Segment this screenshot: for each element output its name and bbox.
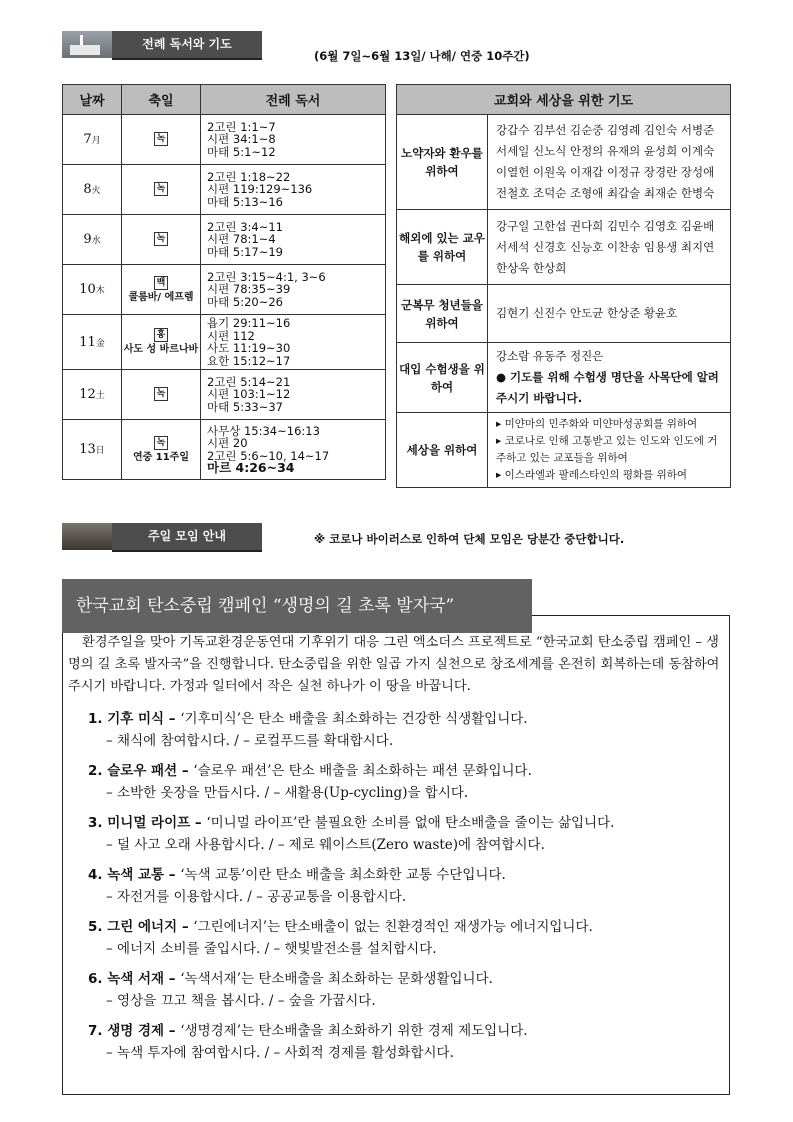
reading-line: 2고린 1:18~22 [207,169,291,184]
prayer-names [488,413,731,488]
weekday: 土 [95,391,105,401]
date-cell [63,215,122,265]
liturgical-color-badge: 녹 [154,132,168,146]
prayer-topic: 대입 수험생을 위하여 [397,343,488,413]
prayer-table [396,84,731,488]
meeting-photo [62,523,112,550]
name-line: 강갑수 김부선 김순중 김영례 김인숙 서병준 [496,123,715,137]
name-line: 김현기 신진수 안도균 한상준 황윤호 [496,306,678,320]
prayer-names [488,210,731,285]
prayer-topic: 노약자와 환우를 위하여 [397,115,488,210]
item-description: ‘녹색서재’는 탄소배출을 최소화하는 문화생활입니다. [180,971,493,987]
weekday: 金 [95,338,105,349]
liturgical-color-cell [122,165,201,215]
item-number: 4. [88,867,103,883]
period-note: (6월 7일~6월 13일/ 나해/ 연중 10주간) [314,49,530,63]
item-subline: – 영상을 끄고 책을 봅시다. / – 숲을 가꿉시다. [106,993,376,1009]
prayer-topic: 군복무 청년들을 위하여 [397,285,488,343]
day-number: 8 [83,182,92,197]
campaign-item [88,968,730,1012]
name-line: 서세석 신경호 신능호 이찬송 임용생 최지연 [496,239,715,254]
item-subline: – 소박한 옷장을 만듭시다. / – 새활용(Up-cycling)을 합시다. [106,785,469,801]
item-number: 2. [88,763,103,779]
prayer-names [488,343,731,413]
liturgical-color-cell [122,215,201,265]
item-subline: – 채식에 참여합시다. / – 로컬푸드를 확대합시다. [106,733,394,749]
readings-cell [201,265,386,315]
campaign-item [88,812,730,856]
readings-cell [201,370,386,420]
date-cell [63,115,122,165]
liturgical-color-cell [122,370,201,420]
name-line: 서세일 신노식 안정의 유재의 윤성희 이계숙 [496,144,715,158]
prayer-names [488,285,731,343]
item-name: 녹색 서재 [107,971,165,987]
readings-cell [201,315,386,370]
readings-cell [201,420,386,480]
item-line [88,864,730,886]
reading-line: 마르 4:26~34 [207,460,295,475]
readings-cell [201,115,386,165]
table-row [63,165,386,215]
item-subline: – 덜 사고 오래 사용합시다. / – 제로 웨이스트(Zero waste)에 참여합시다. [106,837,545,853]
reading-line: 2고린 3:15~4:1, 3~6 [207,269,326,284]
item-action: 영상을 끄고 책을 봅시다. / – 숲을 가꿉시다. [117,993,376,1009]
item-heading: 4. 녹색 교통 – [88,867,181,883]
col-header-date: 날짜 [63,85,122,115]
item-number: 7. [88,1023,103,1039]
reading-line: 시편 112 [207,328,255,343]
table-row [397,285,731,343]
reading-line: 시편 20 [207,436,248,450]
table-row [63,265,386,315]
item-heading: 2. 슬로우 패션 – [88,763,194,779]
church-photo [62,31,112,58]
item-subline: – 녹색 투자에 참여합시다. / – 사회적 경제를 활성화합시다. [106,1045,454,1061]
liturgical-color-badge: 녹 [154,436,168,450]
feast-name: 콜룸바/ 에프렘 [128,291,194,303]
prayer-topic: 해외에 있는 교우를 위하여 [397,210,488,285]
liturgical-color-badge: 녹 [154,387,168,401]
item-action: 채식에 참여합시다. / – 로컬푸드를 확대합시다. [117,733,394,749]
day-number: 12 [79,387,96,402]
campaign-content [68,632,730,1072]
item-subline: – 에너지 소비를 줄입시다. / – 햇빛발전소를 설치합시다. [106,941,437,957]
item-action: 덜 사고 오래 사용합시다. / – 제로 웨이스트(Zero waste)에 참여합시다. [117,837,545,853]
item-line [88,1020,730,1042]
liturgical-color-badge: 녹 [154,182,168,196]
reading-line: 시편 34:1~8 [207,132,276,147]
item-action: 소박한 옷장을 만듭시다. / – 새활용(Up-cycling)을 합시다. [117,785,469,801]
liturgical-color-cell [122,265,201,315]
reading-line: 욥기 29:11~16 [207,316,291,330]
campaign-title: 한국교회 탄소중립 캠페인 “생명의 길 초록 발자국” [62,579,532,633]
reading-line: 시편 119:129~136 [207,182,313,197]
table-row [63,115,386,165]
campaign-item [88,1020,730,1064]
table-row [63,420,386,480]
weekday: 日 [95,446,105,456]
section-tab-liturgy: 전례 독서와 기도 [112,31,262,60]
readings-table [62,84,386,480]
feast-name: 사도 성 바르나바 [123,344,199,355]
name-line: 이열헌 이원욱 이재갑 이정규 장경란 장성애 [496,165,715,179]
item-line [88,916,730,938]
bullet-line: ▸ 코로나로 인해 고통받고 있는 인도와 인도에 거주하고 있는 교포들을 위하여 [496,435,718,464]
meeting-notice: ※ 코로나 바이러스로 인하여 단체 모임은 당분간 중단합니다. [314,532,625,546]
item-heading: 6. 녹색 서재 – [88,971,181,987]
day-number: 11 [79,334,96,350]
reading-line: 시편 78:1~4 [207,232,276,247]
item-description: ‘미니멀 라이프’란 불필요한 소비를 없애 탄소배출을 줄이는 삶입니다. [206,815,615,831]
reading-line: 2고린 1:1~7 [207,119,276,134]
liturgical-color-cell [122,115,201,165]
item-number: 3. [88,815,103,831]
table-row [63,215,386,265]
campaign-item [88,708,730,752]
bullet-line: ▸ 이스라엘과 팔레스타인의 평화를 위하여 [496,469,688,481]
feast-name: 연중 11주일 [132,451,190,463]
item-heading: 3. 미니멀 라이프 – [88,815,207,831]
col-header-readings: 전례 독서 [201,85,386,115]
item-line [88,968,730,990]
item-name: 생명 경제 [107,1023,165,1039]
date-cell [63,420,122,480]
item-name: 그린 에너지 [107,919,178,935]
campaign-item [88,760,730,804]
item-description: ‘그린에너지’는 탄소배출이 없는 친환경적인 재생가능 에너지입니다. [193,919,593,935]
campaign-intro: 환경주일을 맞아 기독교환경운동연대 기후위기 대응 그린 엑소더스 프로젝트로 “한국교회 탄소중립 캠페인 – 생명의 길 초록 발자국”을 진행합니다. 탄소중립을 위한 일곱 가지 실천으로 창조세계를 온전히 회복하는데 동참하여 주시기 바랍니다. 가정과 일터에서 작은 실천 하나가 이 땅을 바꿉니다. [68,635,720,694]
name-line: 강구일 고한섭 권다희 김민수 김영호 김윤배 [496,218,715,233]
item-name: 슬로우 패션 [107,763,178,779]
item-heading: 1. 기후 미식 – [88,711,181,727]
section-tab-meetings: 주일 모임 안내 [112,523,262,552]
reading-line: 사무상 15:34~16:13 [207,423,320,438]
reading-line: 시편 78:35~39 [207,282,291,297]
item-number: 1. [88,711,103,727]
item-subline: – 자전거를 이용합시다. / – 공공교통을 이용합시다. [106,889,407,905]
item-number: 6. [88,971,103,987]
item-description: ‘생명경제’는 탄소배출을 최소화하기 위한 경제 제도입니다. [180,1023,528,1039]
table-row [63,315,386,370]
reading-line: 마태 5:33~37 [207,399,283,414]
name-line: 한상욱 한상희 [496,260,567,275]
reading-line: 마태 5:1~12 [207,144,276,159]
table-row [397,413,731,488]
item-action: 에너지 소비를 줄입시다. / – 햇빛발전소를 설치합시다. [117,941,437,957]
item-action: 녹색 투자에 참여합시다. / – 사회적 경제를 활성화합시다. [117,1045,454,1061]
date-cell [63,315,122,370]
item-line [88,812,730,834]
campaign-list [68,708,730,1064]
liturgical-color-cell [122,420,201,480]
table-row [397,210,731,285]
campaign-item [88,916,730,960]
reading-line: 2고린 5:6~10, 14~17 [207,448,330,463]
item-line [88,708,730,730]
table-row [63,370,386,420]
day-number: 9 [83,232,92,247]
table-row [397,343,731,413]
notice-line: ● 기도를 위해 수험생 명단을 사목단에 알려주시기 바랍니다. [496,370,719,405]
date-cell [63,370,122,420]
col-header-feast: 축일 [122,85,201,115]
weekday: 木 [95,286,105,296]
item-number: 5. [88,919,103,935]
item-action: 자전거를 이용합시다. / – 공공교통을 이용합시다. [117,889,407,905]
day-number: 7 [83,132,92,147]
prayer-topic: 세상을 위하여 [397,413,488,488]
day-number: 13 [79,442,96,457]
reading-line: 사도 11:19~30 [207,341,291,355]
name-line: 강소람 유동주 정진은 [496,349,604,363]
reading-line: 요한 15:12~17 [207,353,291,368]
name-line: 전철호 조덕순 조형애 최갑술 최재순 한병숙 [496,186,715,200]
item-name: 녹색 교통 [107,867,165,883]
item-description: ‘슬로우 패션’은 탄소 배출을 최소화하는 패션 문화입니다. [193,763,532,779]
item-name: 기후 미식 [107,711,165,727]
readings-cell [201,215,386,265]
reading-line: 2고린 5:14~21 [207,374,291,389]
reading-line: 마태 5:13~16 [207,194,283,209]
item-name: 미니멀 라이프 [107,815,191,831]
prayer-names [488,115,731,210]
item-line [88,760,730,782]
table-row [397,115,731,210]
bullet-line: ▸ 미얀마의 민주화와 미얀마성공회를 위하여 [496,418,698,430]
date-cell [63,165,122,215]
liturgical-color-badge: 녹 [154,232,168,246]
readings-cell [201,165,386,215]
day-number: 10 [79,282,96,297]
prayer-header: 교회와 세상을 위한 기도 [397,85,731,115]
campaign-item [88,864,730,908]
reading-line: 2고린 3:4~11 [207,219,283,234]
item-heading: 7. 생명 경제 – [88,1023,181,1039]
item-description: ‘녹색 교통’이란 탄소 배출을 최소화한 교통 수단입니다. [180,867,506,883]
item-heading: 5. 그린 에너지 – [88,919,194,935]
weekday: 水 [91,236,101,246]
reading-line: 마태 5:20~26 [207,294,283,309]
date-cell [63,265,122,315]
liturgical-color-badge: 홍 [154,328,168,342]
liturgical-color-cell [122,315,201,370]
item-description: ‘기후미식’은 탄소 배출을 최소화하는 건강한 식생활입니다. [180,711,528,727]
weekday: 月 [91,136,101,146]
weekday: 火 [91,186,101,196]
liturgical-color-badge: 백 [154,276,168,290]
reading-line: 마태 5:17~19 [207,244,283,259]
reading-line: 시편 103:1~12 [207,387,291,402]
